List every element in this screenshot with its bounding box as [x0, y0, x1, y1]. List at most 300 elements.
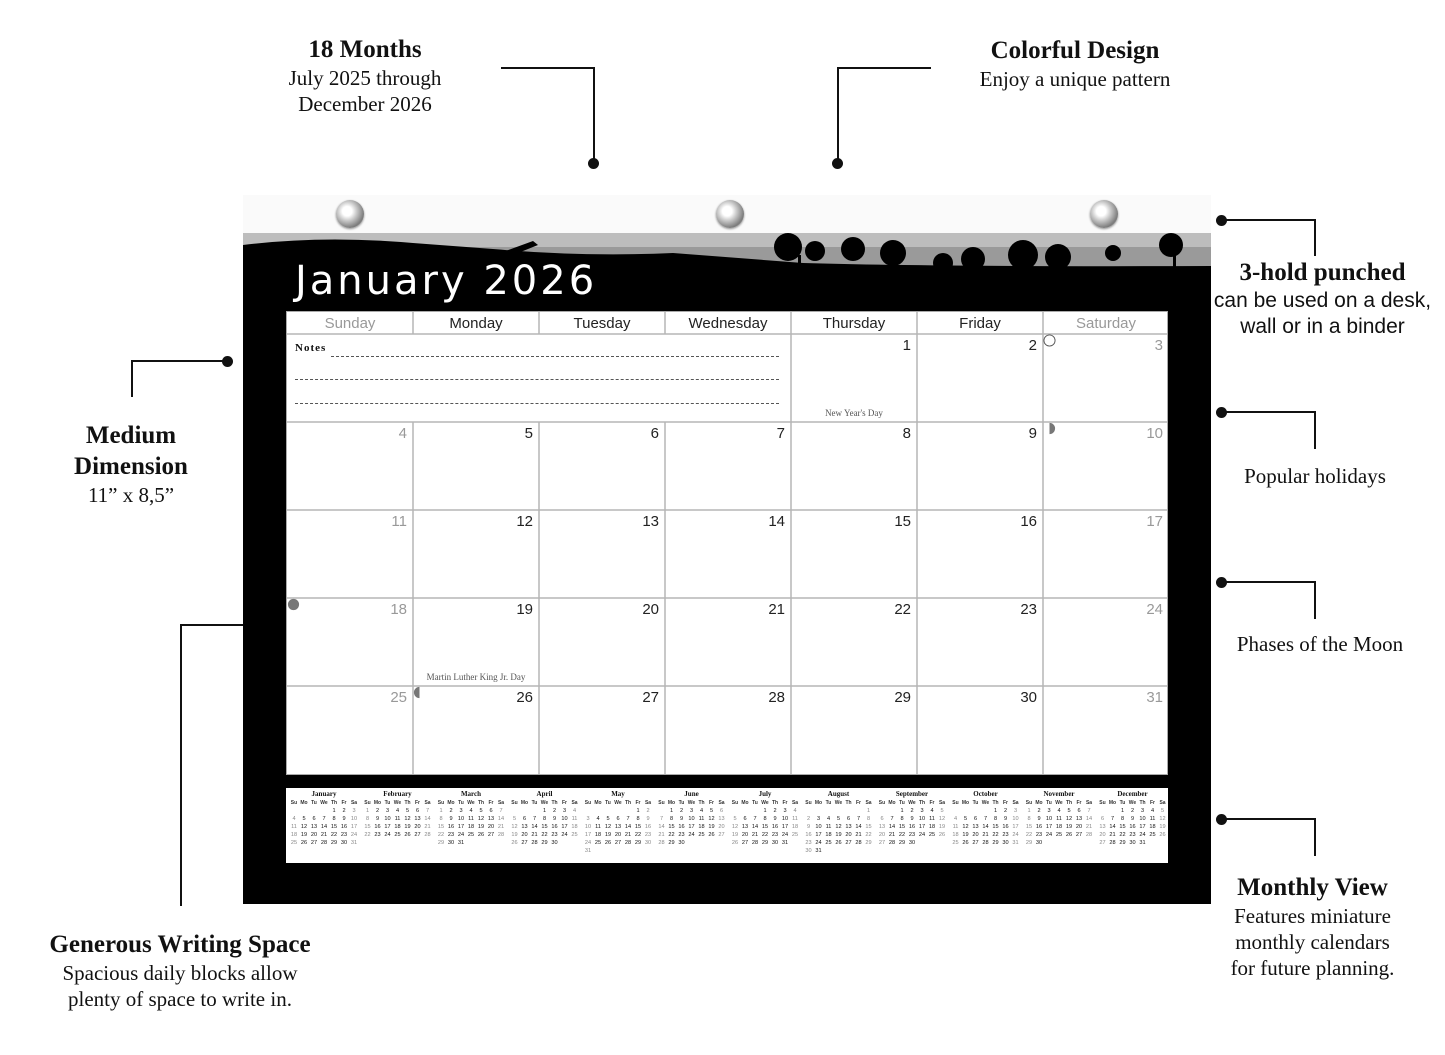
day-cell[interactable]	[413, 686, 539, 774]
day-cell[interactable]	[791, 510, 917, 598]
mini-day: 30	[1035, 840, 1043, 846]
weekday-saturday: Saturday	[1075, 315, 1137, 332]
mini-month-march	[436, 790, 506, 847]
mini-day: 1	[1027, 808, 1031, 814]
mini-weekday: Su	[731, 800, 739, 806]
mini-day: 13	[521, 824, 528, 830]
mini-day: 30	[1002, 840, 1009, 846]
mini-day: 5	[512, 816, 517, 822]
mini-day: 20	[845, 832, 852, 838]
mini-day: 22	[1025, 832, 1033, 838]
mini-day: 14	[888, 824, 896, 830]
mini-blank	[530, 807, 540, 815]
mini-month-january	[289, 790, 359, 847]
mini-blank	[951, 807, 961, 815]
mini-day: 28	[624, 840, 632, 846]
day-number: 19	[516, 601, 533, 618]
mini-weekday: Mo	[741, 800, 749, 806]
mini-blank	[750, 807, 760, 815]
mini-day: 17	[561, 824, 568, 830]
day-cell[interactable]	[665, 598, 791, 686]
mini-day: 15	[898, 824, 906, 830]
day-number: 6	[650, 425, 659, 442]
mini-day: 18	[928, 824, 936, 830]
mini-day: 6	[1077, 808, 1081, 814]
callout-medium-dimension-line1: 11” x 8,5”	[87, 483, 175, 507]
mini-day: 25	[290, 840, 298, 846]
mini-weekday: Su	[952, 800, 959, 806]
mini-day: 26	[835, 840, 842, 846]
mini-weekday: We	[1055, 800, 1063, 806]
mini-day: 9	[773, 816, 777, 822]
mini-day: 2	[806, 816, 811, 822]
mini-day: 15	[668, 824, 675, 830]
mini-month-grid	[877, 799, 947, 847]
mini-day: 10	[688, 816, 695, 822]
day-number: 30	[1020, 689, 1037, 706]
mini-weekday: Mo	[447, 800, 455, 806]
mini-day: 30	[447, 840, 455, 846]
mini-day: 26	[477, 832, 485, 838]
mini-blank	[981, 807, 991, 815]
mini-day: 16	[678, 824, 685, 830]
mini-day: 5	[940, 808, 944, 814]
mini-day: 19	[477, 824, 485, 830]
mini-day: 6	[846, 816, 851, 822]
leader-dot	[1216, 814, 1227, 825]
mini-day: 12	[511, 824, 518, 830]
mini-day: 8	[1027, 816, 1031, 822]
mini-month-title: July	[758, 790, 772, 798]
mini-blank	[834, 807, 844, 815]
mini-weekday: Fr	[782, 800, 788, 806]
day-cell[interactable]	[917, 334, 1043, 422]
mini-day: 28	[320, 840, 328, 846]
day-cell[interactable]	[1043, 422, 1169, 510]
mini-day: 27	[521, 840, 528, 846]
mini-weekday: We	[981, 800, 990, 806]
mini-day: 1	[636, 808, 640, 814]
mini-day: 22	[668, 832, 675, 838]
mini-day: 22	[761, 832, 769, 838]
mini-weekday: Mo	[373, 800, 382, 806]
mini-weekday: Th	[404, 800, 411, 806]
mini-day: 21	[1085, 824, 1093, 830]
mini-day: 4	[953, 816, 958, 822]
mini-day: 24	[1045, 832, 1053, 838]
day-cell[interactable]	[1043, 686, 1169, 774]
mini-day: 13	[1075, 816, 1083, 822]
mini-day: 30	[1129, 840, 1136, 846]
mini-day: 29	[541, 840, 548, 846]
mini-weekday: Fr	[341, 800, 347, 806]
day-number: 16	[1020, 513, 1037, 530]
mini-day: 4	[292, 816, 296, 822]
mini-day: 1	[669, 808, 674, 814]
mini-day: 5	[606, 816, 610, 822]
day-number: 17	[1146, 513, 1163, 530]
mini-day: 27	[614, 840, 622, 846]
day-cell[interactable]	[539, 510, 665, 598]
mini-month-september	[877, 790, 947, 847]
mini-day: 23	[551, 832, 558, 838]
mini-weekday: We	[467, 800, 475, 806]
mini-blank	[824, 807, 834, 815]
mini-day: 17	[350, 824, 358, 830]
mini-day: 12	[1159, 816, 1166, 822]
mini-weekday: We	[393, 800, 402, 806]
mini-day: 25	[928, 832, 936, 838]
leader-line	[837, 67, 839, 163]
mini-day: 18	[594, 832, 602, 838]
callout-3-hold-punched-line2: wall or in a binder	[1240, 315, 1405, 338]
mini-weekday: Su	[1099, 800, 1106, 806]
mini-day: 14	[624, 824, 632, 830]
mini-day: 14	[855, 824, 862, 830]
mini-day: 1	[542, 808, 547, 814]
mini-day: 4	[793, 808, 797, 814]
binder-ring-icon	[1090, 200, 1118, 228]
mini-day: 6	[616, 816, 620, 822]
mini-day: 4	[469, 808, 473, 814]
mini-day: 3	[920, 808, 924, 814]
mini-weekday: Su	[437, 800, 445, 806]
mini-day: 23	[771, 832, 779, 838]
mini-weekday: Tu	[752, 800, 758, 806]
mini-weekday: We	[320, 800, 328, 806]
mini-day: 21	[624, 832, 632, 838]
day-cell[interactable]	[287, 422, 413, 510]
day-cell[interactable]	[917, 598, 1043, 686]
day-number: 28	[768, 689, 785, 706]
mini-day: 15	[1119, 824, 1126, 830]
day-cell[interactable]	[791, 422, 917, 510]
mini-day: 30	[908, 840, 916, 846]
mini-day: 5	[479, 808, 483, 814]
mini-blank	[319, 807, 329, 815]
callout-monthly-view-line3: for future planning.	[1230, 956, 1395, 980]
mini-day: 14	[751, 824, 759, 830]
callout-monthly-view-line2: monthly calendars	[1235, 930, 1390, 954]
mini-month-november	[1024, 790, 1094, 847]
day-cell[interactable]	[917, 686, 1043, 774]
mini-day: 10	[561, 816, 568, 822]
day-cell[interactable]	[665, 686, 791, 774]
moon-full-icon	[1043, 334, 1056, 347]
mini-blank	[309, 807, 319, 815]
mini-day: 14	[531, 824, 538, 830]
mini-weekday: Sa	[424, 800, 431, 806]
mini-day: 27	[845, 840, 852, 846]
mini-day: 4	[930, 808, 934, 814]
day-number: 20	[642, 601, 659, 618]
leader-dot	[588, 158, 599, 169]
day-number: 25	[390, 689, 407, 706]
mini-day: 4	[572, 808, 577, 814]
mini-day: 5	[963, 816, 968, 822]
day-number: 21	[768, 601, 785, 618]
mini-day: 6	[415, 808, 420, 814]
mini-day: 18	[571, 824, 578, 830]
mini-day: 15	[437, 824, 445, 830]
mini-day: 19	[604, 832, 612, 838]
callout-generous-writing-space-line2: plenty of space to write in.	[68, 987, 292, 1011]
mini-day: 22	[437, 832, 445, 838]
mini-blank	[730, 807, 740, 815]
mini-day: 7	[856, 816, 861, 822]
mini-day: 27	[878, 840, 886, 846]
mini-day: 24	[781, 832, 789, 838]
weekday-tuesday: Tuesday	[573, 315, 631, 332]
callout-generous-writing-space-title: Generous Writing Space	[49, 931, 311, 958]
mini-day: 12	[300, 824, 308, 830]
day-number: 12	[516, 513, 533, 530]
mini-day: 11	[1149, 816, 1156, 822]
mini-day: 1	[365, 808, 370, 814]
mini-day: 1	[763, 808, 767, 814]
mini-weekday: We	[540, 800, 549, 806]
mini-day: 27	[1099, 840, 1106, 846]
mini-blank	[814, 807, 824, 815]
mini-day: 17	[584, 832, 592, 838]
mini-day: 10	[384, 816, 391, 822]
mini-day: 6	[880, 816, 884, 822]
month-title: January 2026	[295, 258, 598, 304]
mini-day: 8	[763, 816, 767, 822]
mini-day: 20	[718, 824, 725, 830]
mini-day: 31	[1012, 840, 1019, 846]
mini-day: 9	[375, 816, 380, 822]
day-cell[interactable]	[791, 598, 917, 686]
mini-day: 29	[437, 840, 445, 846]
leader-line	[1221, 581, 1316, 583]
day-number: 29	[894, 689, 911, 706]
day-cell[interactable]	[1043, 334, 1169, 422]
mini-day: 13	[614, 824, 622, 830]
mini-day: 16	[771, 824, 779, 830]
mini-weekday: Sa	[497, 800, 505, 806]
mini-weekday: Fr	[1076, 800, 1082, 806]
mini-day: 8	[1120, 816, 1125, 822]
mini-day: 30	[644, 840, 652, 846]
mini-day: 17	[781, 824, 789, 830]
mini-weekday: Su	[658, 800, 665, 806]
mini-day: 12	[731, 824, 739, 830]
day-cell[interactable]	[791, 686, 917, 774]
notes-line	[331, 356, 779, 357]
mini-weekday: Fr	[1150, 800, 1155, 806]
holiday-label: Martin Luther King Jr. Day	[426, 672, 526, 682]
mini-day: 9	[646, 816, 650, 822]
mini-day: 23	[374, 832, 381, 838]
day-cell[interactable]	[917, 422, 1043, 510]
mini-weekday: Sa	[865, 800, 872, 806]
mini-day: 25	[467, 832, 475, 838]
callout-phases-of-the-moon-title: Phases of the Moon	[1236, 632, 1404, 656]
mini-weekday: Th	[477, 800, 485, 806]
mini-weekday: Th	[1065, 800, 1073, 806]
mini-day: 22	[898, 832, 906, 838]
mini-day: 12	[708, 816, 715, 822]
mini-day: 3	[1140, 808, 1145, 814]
day-cell[interactable]	[917, 510, 1043, 598]
mini-day: 5	[836, 816, 841, 822]
day-cell[interactable]	[791, 334, 917, 422]
mini-month-december	[1098, 790, 1168, 847]
mini-day: 10	[1139, 816, 1146, 822]
mini-day: 16	[1129, 824, 1136, 830]
mini-month-october	[951, 790, 1021, 847]
mini-day: 4	[395, 808, 400, 814]
mini-day: 14	[982, 824, 989, 830]
day-cell[interactable]	[287, 598, 413, 686]
mini-day: 9	[679, 816, 684, 822]
mini-day: 15	[330, 824, 338, 830]
mini-weekday: Sa	[350, 800, 358, 806]
mini-day: 22	[364, 832, 371, 838]
mini-day: 11	[952, 824, 959, 830]
mini-blank	[854, 807, 864, 815]
mini-day: 16	[805, 832, 812, 838]
day-cell[interactable]	[1043, 598, 1169, 686]
mini-day: 30	[805, 848, 812, 854]
mini-month-title: April	[536, 790, 553, 798]
mini-day: 26	[604, 840, 612, 846]
mini-day: 13	[310, 824, 318, 830]
mini-day: 5	[1160, 808, 1165, 814]
mini-weekday: Fr	[562, 800, 567, 806]
day-cell[interactable]	[665, 422, 791, 510]
mini-weekday: We	[908, 800, 916, 806]
mini-weekday: Sa	[1012, 800, 1019, 806]
mini-day: 27	[310, 840, 318, 846]
day-cell[interactable]	[413, 598, 539, 686]
mini-weekday: We	[687, 800, 696, 806]
callout-colorful-design	[955, 35, 1195, 92]
mini-day: 21	[888, 832, 896, 838]
leader-line	[1314, 818, 1316, 856]
mini-blank	[961, 807, 971, 815]
mini-day: 19	[731, 832, 739, 838]
leader-line	[593, 67, 595, 163]
mini-day: 21	[320, 832, 328, 838]
mini-day: 14	[658, 824, 665, 830]
mini-month-title: May	[611, 790, 625, 798]
mini-day: 26	[1159, 832, 1166, 838]
mini-day: 1	[439, 808, 443, 814]
mini-weekday: Mo	[594, 800, 602, 806]
mini-day: 18	[467, 824, 475, 830]
day-number: 31	[1146, 689, 1163, 706]
day-number: 22	[894, 601, 911, 618]
day-number: 3	[1154, 337, 1163, 354]
mini-weekday: Su	[878, 800, 886, 806]
mini-day: 30	[678, 840, 685, 846]
leader-line	[1314, 219, 1316, 256]
mini-day: 20	[310, 832, 318, 838]
day-cell[interactable]	[539, 686, 665, 774]
mini-day: 29	[761, 840, 769, 846]
mini-day: 13	[972, 824, 979, 830]
day-cell[interactable]	[413, 510, 539, 598]
mini-day: 13	[741, 824, 749, 830]
mini-day: 9	[552, 816, 557, 822]
day-cell[interactable]	[413, 422, 539, 510]
mini-day: 29	[330, 840, 338, 846]
mini-day: 2	[646, 808, 650, 814]
mini-day: 24	[688, 832, 695, 838]
leader-line	[131, 360, 133, 397]
mini-day: 19	[1159, 824, 1166, 830]
mini-day: 11	[394, 816, 401, 822]
day-cell[interactable]	[539, 422, 665, 510]
mini-day: 18	[394, 824, 401, 830]
mini-day: 21	[982, 832, 989, 838]
mini-blank	[299, 807, 309, 815]
mini-day: 1	[332, 808, 336, 814]
mini-blank	[520, 807, 530, 815]
mini-day: 6	[973, 816, 978, 822]
mini-weekday: Th	[992, 800, 999, 806]
moon-new-icon	[287, 598, 300, 611]
mini-weekday: Tu	[899, 800, 905, 806]
day-number: 14	[768, 513, 785, 530]
mini-day: 20	[972, 832, 979, 838]
mini-day: 11	[571, 816, 578, 822]
mini-day: 17	[688, 824, 695, 830]
mini-weekday: Th	[918, 800, 926, 806]
mini-blank	[613, 807, 623, 815]
mini-month-grid	[1098, 799, 1168, 847]
day-cell[interactable]	[665, 510, 791, 598]
mini-day: 29	[1025, 840, 1033, 846]
weekday-wednesday: Wednesday	[688, 315, 768, 332]
mini-weekday: Mo	[888, 800, 896, 806]
mini-calendars-strip	[286, 788, 1168, 863]
mini-day: 28	[531, 840, 538, 846]
day-cell[interactable]	[287, 686, 413, 774]
mini-blank	[510, 807, 520, 815]
mini-day: 12	[835, 824, 842, 830]
mini-day: 23	[1002, 832, 1009, 838]
weekday-sunday: Sunday	[324, 315, 376, 332]
mini-day: 12	[404, 816, 411, 822]
mini-day: 15	[761, 824, 769, 830]
mini-day: 23	[805, 840, 812, 846]
holiday-label: New Year's Day	[825, 408, 883, 418]
mini-day: 2	[910, 808, 914, 814]
mini-day: 3	[352, 808, 356, 814]
mini-day: 16	[551, 824, 558, 830]
mini-day: 19	[708, 824, 715, 830]
mini-day: 15	[1025, 824, 1033, 830]
callout-18-months	[260, 34, 470, 117]
day-cell[interactable]	[539, 598, 665, 686]
mini-weekday: Th	[698, 800, 705, 806]
mini-day: 3	[1013, 808, 1018, 814]
mini-day: 28	[888, 840, 896, 846]
mini-day: 10	[584, 824, 592, 830]
day-cell[interactable]	[1043, 510, 1169, 598]
mini-weekday: Sa	[938, 800, 946, 806]
mini-blank	[593, 807, 603, 815]
mini-month-august	[804, 790, 874, 855]
day-cell[interactable]	[287, 510, 413, 598]
mini-weekday: Tu	[825, 800, 832, 806]
mini-day: 13	[845, 824, 852, 830]
mini-day: 21	[855, 832, 862, 838]
mini-day: 27	[972, 840, 979, 846]
